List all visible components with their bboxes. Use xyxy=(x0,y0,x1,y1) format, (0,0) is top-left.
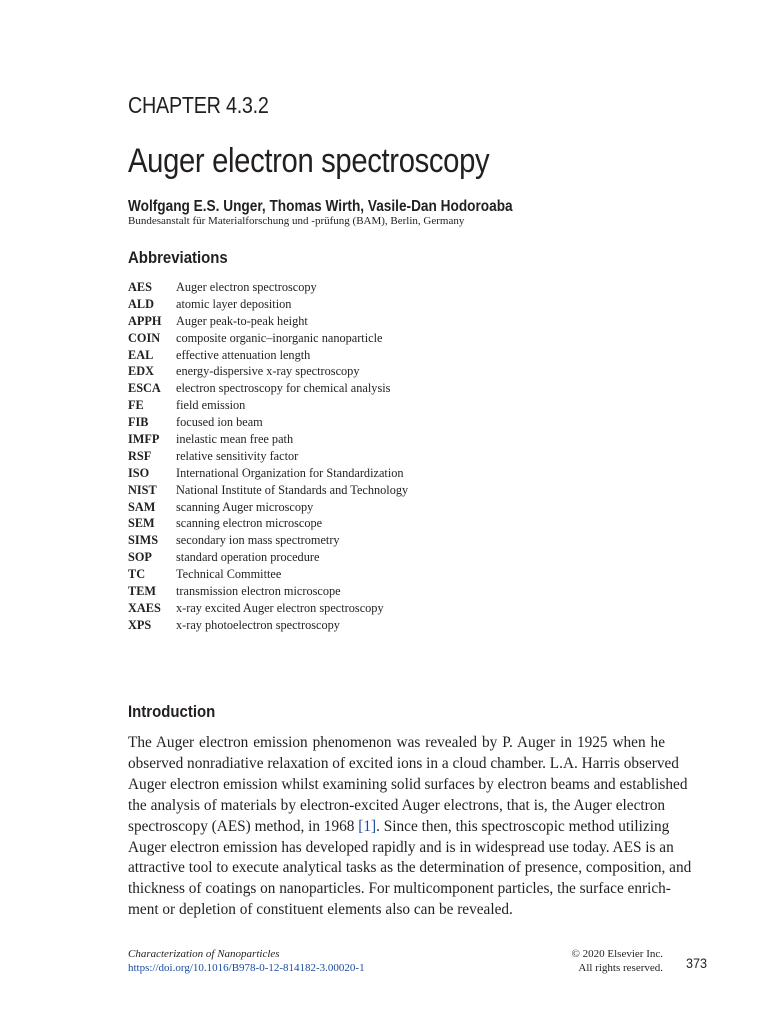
abbreviation-definition: scanning electron microscope xyxy=(176,516,323,531)
footer-copyright xyxy=(560,947,663,975)
abbreviation-term: XAES xyxy=(128,600,161,615)
abbreviation-definition: focused ion beam xyxy=(176,415,263,430)
abbreviation-term: APPH xyxy=(128,313,162,328)
intro-line: the analysis of materials by electron-excited Auger electrons, that is, the Auger electron xyxy=(128,796,665,814)
authors: Wolfgang E.S. Unger, Thomas Wirth, Vasile-Dan Hodoroaba xyxy=(128,198,513,215)
abbreviation-definition: composite organic–inorganic nanoparticle xyxy=(176,330,383,345)
footer-journal: Characterization of Nanoparticles xyxy=(128,948,280,960)
abbreviations-list xyxy=(128,279,408,634)
reference-link[interactable]: [1] xyxy=(358,817,377,835)
copyright-text: © 2020 Elsevier Inc. xyxy=(571,948,663,960)
abbreviation-definition: effective attenuation length xyxy=(176,347,311,362)
intro-line: Auger electron emission whilst examining solid surfaces by electron beams and established xyxy=(128,775,688,793)
abbreviation-term: RSF xyxy=(128,448,152,463)
abbreviation-term: FIB xyxy=(128,415,149,430)
abbreviation-definition: atomic layer deposition xyxy=(176,296,292,311)
introduction-heading: Introduction xyxy=(128,702,216,721)
abbreviation-term: SOP xyxy=(128,550,152,565)
abbreviation-row xyxy=(128,482,408,499)
abbreviation-term: ALD xyxy=(128,296,154,311)
abbreviation-definition: field emission xyxy=(176,398,246,413)
intro-line: Auger electron emission has developed rapidly and is in widespread use today. AES is an xyxy=(128,838,674,856)
abbreviation-definition: x-ray photoelectron spectroscopy xyxy=(176,617,340,632)
abbreviation-row xyxy=(128,313,408,330)
intro-line xyxy=(128,817,670,838)
abbreviation-definition: scanning Auger microscopy xyxy=(176,499,314,514)
abbreviation-row xyxy=(128,347,408,364)
intro-line: The Auger electron emission phenomenon was revealed by P. Auger in 1925 when he xyxy=(128,734,665,751)
abbreviation-row xyxy=(128,583,408,600)
footer-citation xyxy=(128,947,365,975)
chapter-label: CHAPTER 4.3.2 xyxy=(128,92,269,118)
abbreviation-row xyxy=(128,431,408,448)
rights-text: All rights reserved. xyxy=(578,962,663,974)
abbreviation-row xyxy=(128,397,408,414)
abbreviation-definition: Technical Committee xyxy=(176,567,282,582)
chapter-title: Auger electron spectroscopy xyxy=(128,142,490,180)
abbreviation-definition: Auger electron spectroscopy xyxy=(176,279,317,294)
abbreviation-row xyxy=(128,296,408,313)
abbreviation-definition: relative sensitivity factor xyxy=(176,448,299,463)
abbreviation-row xyxy=(128,448,408,465)
abbreviation-term: ISO xyxy=(128,465,150,480)
abbreviation-row xyxy=(128,279,408,296)
intro-line: attractive tool to execute analytical tasks as the determination of presence, composition, and xyxy=(128,859,692,877)
abbreviation-definition: secondary ion mass spectrometry xyxy=(176,533,340,548)
abbreviation-definition: International Organization for Standardization xyxy=(176,465,404,480)
abbreviation-term: SIMS xyxy=(128,533,159,548)
abbreviation-definition: transmission electron microscope xyxy=(176,583,341,598)
intro-text-segment: spectroscopy (AES) method, in 1968 xyxy=(128,817,359,835)
abbreviation-row xyxy=(128,549,408,566)
abbreviation-term: NIST xyxy=(128,482,157,497)
introduction-paragraph xyxy=(128,733,692,921)
abbreviation-definition: x-ray excited Auger electron spectroscopy xyxy=(176,600,384,615)
abbreviation-term: COIN xyxy=(128,330,161,345)
abbreviation-term: TEM xyxy=(128,583,157,598)
intro-line: ment or depletion of constituent elements also can be revealed. xyxy=(128,901,513,919)
abbreviation-term: SEM xyxy=(128,516,155,531)
abbreviation-term: EDX xyxy=(128,364,154,379)
abbreviation-term: TC xyxy=(128,567,146,582)
abbreviation-row xyxy=(128,330,408,347)
page-number: 373 xyxy=(686,955,708,971)
abbreviation-term: SAM xyxy=(128,499,156,514)
abbreviation-row xyxy=(128,617,408,634)
abbreviation-term: FE xyxy=(128,398,144,413)
doi-link[interactable]: https://doi.org/10.1016/B978-0-12-814182-3.00020-1 xyxy=(128,962,365,974)
intro-line: thickness of coatings on nanoparticles. For multicomponent particles, the surface enrich- xyxy=(128,880,671,898)
abbreviation-term: EAL xyxy=(128,347,154,362)
intro-line: observed nonradiative relaxation of excited ions in a cloud chamber. L.A. Harris observed xyxy=(128,754,679,772)
abbreviation-row xyxy=(128,414,408,431)
abbreviation-row xyxy=(128,465,408,482)
abbreviation-term: XPS xyxy=(128,617,152,632)
abbreviation-row xyxy=(128,532,408,549)
abbreviation-term: AES xyxy=(128,279,152,294)
abbreviation-definition: energy-dispersive x-ray spectroscopy xyxy=(176,364,360,379)
abbreviation-definition: inelastic mean free path xyxy=(176,431,294,446)
abbreviation-definition: standard operation procedure xyxy=(176,550,320,565)
abbreviation-row xyxy=(128,380,408,397)
abbreviations-heading: Abbreviations xyxy=(128,248,228,267)
abbreviation-definition: electron spectroscopy for chemical analysis xyxy=(176,381,391,396)
abbreviation-term: IMFP xyxy=(128,431,160,446)
abbreviation-definition: National Institute of Standards and Technology xyxy=(176,482,409,497)
abbreviation-definition: Auger peak-to-peak height xyxy=(176,313,308,328)
abbreviation-row xyxy=(128,566,408,583)
abbreviation-row xyxy=(128,515,408,532)
abbreviation-row xyxy=(128,499,408,516)
abbreviation-term: ESCA xyxy=(128,381,161,396)
abbreviation-row xyxy=(128,363,408,380)
intro-text-segment: . Since then, this spectroscopic method utilizing xyxy=(376,817,670,835)
abbreviation-row xyxy=(128,600,408,617)
affiliation: Bundesanstalt für Materialforschung und -prüfung (BAM), Berlin, Germany xyxy=(128,215,465,227)
